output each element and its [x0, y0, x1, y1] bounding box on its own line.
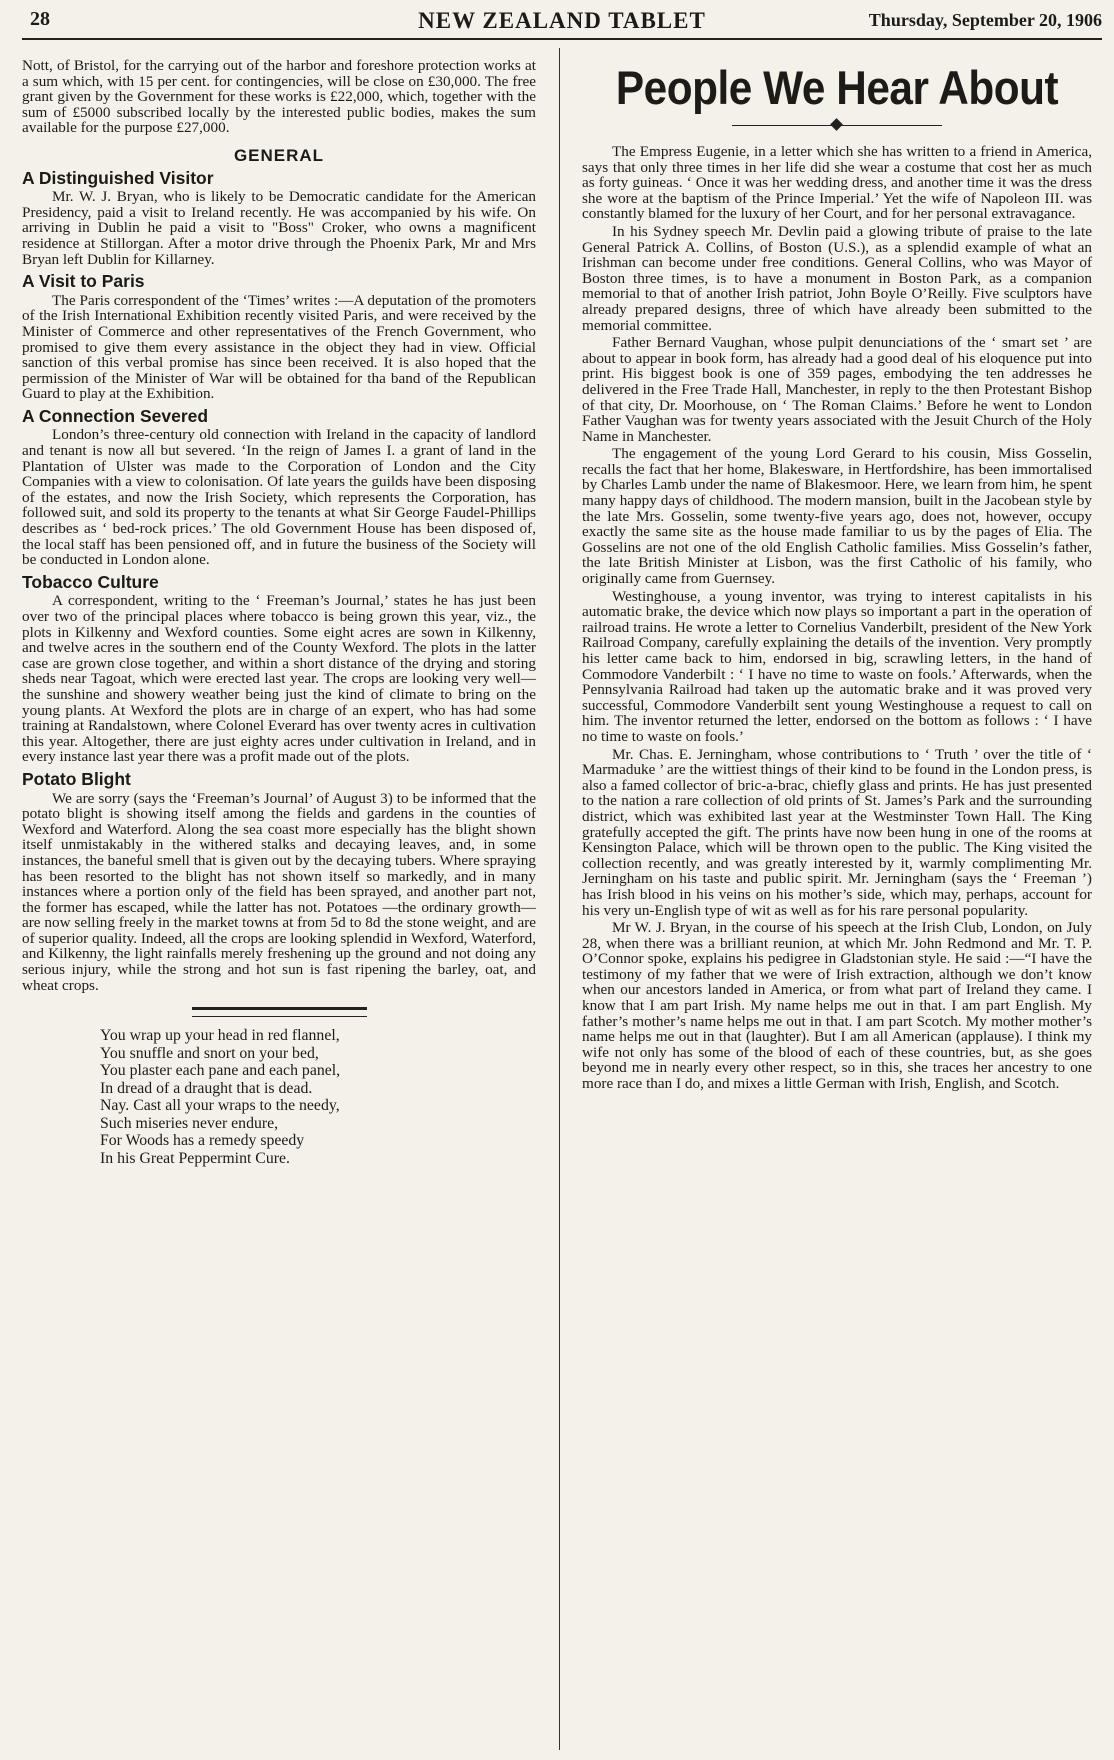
column-title: People We Hear About — [615, 61, 1059, 114]
publication-title: NEW ZEALAND TABLET — [418, 8, 706, 33]
article-heading: A Connection Severed — [22, 405, 209, 426]
right-column — [582, 58, 1092, 1094]
poem-separator-rule — [192, 1007, 367, 1017]
issue-date: Thursday, September 20, 1906 — [868, 10, 1102, 30]
poem-line: You wrap up your head in red flannel, — [100, 1027, 340, 1045]
news-paragraph: Father Bernard Vaughan, whose pulpit denunciations of the ‘ smart set ’ are about to appear in book form, has already had a good deal of his eloquence put into print. His biggest book is one of 359 pages, embodying the ten addresses he delivered in the Free Trade Hall, Manchester, in reply to the then Protestant Bishop of that city, Dr. Moorhouse, on ‘ The Roman Claims.’ Before he went to London Father Vaughan was for twenty years associated with the Jesuit Church of the Holy Name in Manchester. — [582, 334, 1092, 445]
article-body: A correspondent, writing to the ‘ Freeman’s Journal,’ states he has just been over two of the principal places where tobacco is being grown this year, viz., the plots in Kilkenny and Wexford counties. Some eight acres are sown in Kilkenny, and twelve acres in the southern end of the County Wexford. The plots in the latter case are grown close together, and within a short distance of the drying and storing sheds near Tagoat, which were erected last year. The crops are looking very well—the sunshine and showery weather being just the kind of climate to bring on the young plants. At Wexford the plots are in charge of an expert, who has had some training at Randalstown, where Colonel Everard has over twenty acres in cultivation this year. Altogether, there are just eighty acres under cultivation in Ireland, and in every instance last year there was a profit made out of the plots. — [22, 592, 536, 766]
column-divider — [559, 48, 560, 1750]
diamond-ornament-icon — [830, 118, 843, 131]
article-heading: Tobacco Culture — [22, 571, 159, 592]
poem-line: In his Great Peppermint Cure. — [100, 1149, 290, 1167]
section-heading-general: GENERAL — [233, 145, 325, 165]
article-body: London’s three-century old connection with Ireland in the capacity of landlord and tenant is now all but severed. ‘In the reign of James I. a grant of land in the Plantation of Ulster was made to the Corporation of London and the City Companies with a view to colonisation. Of late years the guilds have been disposing of the estates, and now the Irish Society, which represents the Corporation, has followed suit, and sold its property to the tenants at what Sir George Faudel-Phillips describes as ‘ bed-rock prices.’ The old Government House has been disposed of, the local staff has been pensioned off, and in future the business of the Society will be conducted in London alone. — [22, 426, 536, 569]
article-heading: A Distinguished Visitor — [22, 167, 214, 188]
news-paragraph: Mr W. J. Bryan, in the course of his speech at the Irish Club, London, on July 28, when there was a brilliant reunion, at which Mr. John Redmond and Mr. T. P. O’Connor spoke, explains his pedigree in Gladstonian style. He said :—“I have the testimony of my father that we were of Irish extraction, although we don’t know when our ancestors landed in America, or from what part of Ireland they came. I know that I am part Irish. My name helps me out in that. I am part English. My father’s mother’s name helps me out in that. I am part Scotch. My mother mother’s name helps me out in that (laughter). But I am all American (applause). I think my wife not only has some of the blood of each of these countries, but, as she goes beyond me in nearly every other respect, so in this, she traces her ancestry to one more race than I do, and mixes a little German with Irish, English, and Scotch. — [582, 919, 1092, 1093]
news-paragraph: Mr. Chas. E. Jerningham, whose contributions to ‘ Truth ’ over the title of ‘ Marmaduke ’ are the wittiest things of their kind to be found in the London press, is also a famed collector of bric-a-brac, chiefly glass and prints. He has just presented to the nation a rare collection of old prints of St. James’s Park and the surrounding district, which was exhibited last year at the Westminster Town Hall. The King gratefully accepted the gift. The prints have now been hung in one of the rooms at Kensington Palace, which will be thrown open to the public. The King visited the collection recently, and was greatly interested by it, warmly complimenting Mr. Jerningham on his taste and public spirit. Mr. Jerningham (says the ‘ Freeman ’) has Irish blood in his veins on his mother’s side, which may, perhaps, account for his very un-English type of wit as well as for his rare personal popularity. — [582, 745, 1092, 919]
poem-line: Nay. Cast all your wraps to the needy, — [100, 1097, 340, 1115]
page-header — [22, 8, 1102, 38]
news-paragraph: The engagement of the young Lord Gerard to his cousin, Miss Gosselin, recalls the fact that her home, Blakesware, in Hertfordshire, has been immortalised by Charles Lamb under the name of Blakesmoor. Here, we learn from him, he spent many happy days of childhood. The modern mansion, built in the Jacobean style by the late Mrs. Gosselin, some twenty-five years ago, does not, however, occupy exactly the same site as the house made familiar to us by the pages of Elia. The Gosselins are not one of the old English Catholic families. Miss Gosselin’s father, the late British Minister at Lisbon, was the first Catholic of his family, who originally came from Guernsey. — [582, 445, 1092, 588]
article-heading: A Visit to Paris — [22, 271, 145, 292]
poem-line: You plaster each pane and each panel, — [100, 1062, 341, 1080]
news-paragraph: The Empress Eugenie, in a letter which she has written to a friend in America, says that only three times in her life did she wear a costume that cost her as much as forty guineas. ‘ Once it was her wedding dress, and another time it was the dress she wore at the baptism of the Prince Imperial.’ Yet the wife of Napoleon III. was constantly blamed for the luxury of her Court, and for her personal extravagance. — [582, 143, 1092, 223]
poem-line: For Woods has a remedy speedy — [100, 1132, 305, 1150]
poem-line: In dread of a draught that is dead. — [100, 1079, 313, 1097]
intro-paragraph: Nott, of Bristol, for the carrying out of the harbor and foreshore protection works at a sum which, with 15 per cent. for contingencies, will be close on £30,000. The free grant given by the Government for these works is £22,000, which, together with the sum of £5000 subscribed locally by the interested public bodies, makes the sum available for the purpose £27,000. — [22, 57, 536, 137]
left-column — [22, 58, 536, 1167]
page-number: 28 — [30, 8, 50, 30]
article-body: Mr. W. J. Bryan, who is likely to be Democratic candidate for the American Presidency, paid a visit to Ireland recently. He was accompanied by his wife. On arriving in Dublin he paid a visit to "Boss" Croker, who owns a magnificent residence at Stillorgan. After a motor drive through the Phoenix Park, Mr and Mrs Bryan left Dublin for Killarney. — [22, 188, 536, 268]
poem-line: Such miseries never endure, — [100, 1114, 279, 1132]
article-body: The Paris correspondent of the ‘Times’ writes :—A deputation of the promoters of the Irish International Exhibition recently visited Paris, and were received by the Minister of Commerce and other representatives of the French Government, who promised to give them every assistance in the object they had in view. Official sanction of this verbal promise has since been received. It is also hoped that the permission of the Minister of War will be obtained for tha band of the Republican Guard to play at the Exhibition. — [22, 291, 536, 403]
advert-poem — [100, 1027, 536, 1167]
article-heading: Potato Blight — [22, 768, 131, 789]
news-paragraph: In his Sydney speech Mr. Devlin paid a glowing tribute of praise to the late General Patrick A. Collins, of Boston (U.S.), as a splendid example of what an Irishman can become under free conditions. General Collins, who was Mayor of Boston three times, is to have a monument in Boston Park, as a companion memorial to that of another Irish patriot, John Boyle O’Reilly. Five sculptors have already prepared designs, three of which have already been submitted to the memorial committee. — [582, 222, 1092, 334]
article-body: We are sorry (says the ‘Freeman’s Journal’ of August 3) to be informed that the potato blight is showing itself among the fields and gardens in the counties of Wexford and Waterford. Along the sea coast more especially has the blight shown itself unmistakably in the withered stalks and decaying leaves, and, in some instances, the baneful smell that is given out by the decaying tubers. Where spraying has been resorted to the blight has not shown itself so markedly, and in many instances where a portion only of the field has been sprayed, and another part not, the former has escaped, while the latter has not. Potatoes —the ordinary growth—are now selling freely in the market towns at from 5d to 8d the stone weight, and are of superior quality. Indeed, all the crops are looking splendid in Wexford, Waterford, and Kilkenny, the light rainfalls merely freshening up the ground and not doing any serious injury, while the strong and hot sun is fast ripening the barley, oat, and wheat crops. — [22, 789, 536, 994]
header-rule — [22, 38, 1102, 40]
poem-line: You snuffle and snort on your bed, — [100, 1044, 319, 1062]
news-paragraph: Westinghouse, a young inventor, was trying to interest capitalists in his automatic brake, the device which now plays so important a part in the operation of railroad trains. He wrote a letter to Cornelius Vanderbilt, president of the New York Railroad Company, carefully explaining the details of the invention. Very promptly his letter came back to him, endorsed in big, scrawling letters, in the hand of Commodore Vanderbilt : ‘ I have no time to waste on fools.’ Afterwards, when the Pennsylvania Railroad had taken up the automatic brake and it was proved very successful, Commodore Vanderbilt sent young Westinghouse a request to call on him. The inventor returned the letter, endorsed on the bottom as follows : ‘ I have no time to waste on fools.’ — [582, 587, 1092, 745]
title-ornament — [582, 120, 1092, 130]
